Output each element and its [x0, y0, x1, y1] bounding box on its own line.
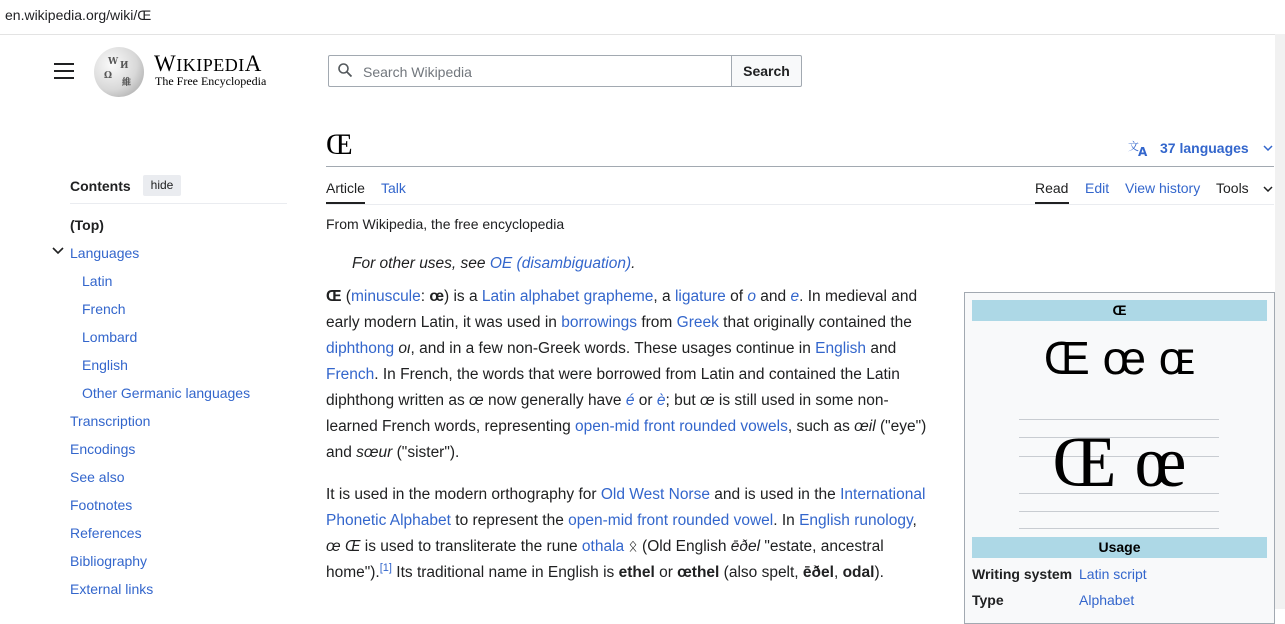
toc-item-bibliography[interactable]: Bibliography	[70, 553, 148, 569]
wikipedia-tagline: The Free Encyclopedia	[155, 74, 267, 88]
infobox-glyphs: Œ œ ɶ	[1043, 332, 1196, 384]
chevron-down-icon[interactable]	[52, 246, 64, 256]
toc-item-english[interactable]: English	[82, 357, 128, 373]
search-icon	[338, 63, 352, 77]
chevron-down-icon[interactable]	[1263, 186, 1273, 192]
toc-item-french[interactable]: French	[82, 301, 126, 317]
tools-menu[interactable]: Tools	[1216, 180, 1249, 196]
tab-read[interactable]: Read	[1035, 180, 1069, 196]
toc-item-transcription[interactable]: Transcription	[70, 413, 151, 429]
toc-hide-button[interactable]: hide	[143, 175, 181, 196]
toc-item-lombard[interactable]: Lombard	[82, 329, 138, 345]
infobox-usage-header: Usage	[972, 537, 1267, 558]
toc-item-encodings[interactable]: Encodings	[70, 441, 136, 457]
toc-item-see-also[interactable]: See also	[70, 469, 125, 485]
tab-edit[interactable]: Edit	[1085, 180, 1110, 196]
article-paragraph-2: It is used in the modern orthography for Old West Norse and is used in the International Phonetic Alphabet to represent the open-mid front rounded vowel. In English runology, œ Œ is used to transliterate the rune othala ᛟ (Old English ēðel "estate, ancestral home").[1] Its traditional name in English is ethel or œthel (also spelt, ēðel, odal).	[326, 486, 926, 581]
toc-item-languages[interactable]: Languages	[70, 245, 140, 261]
infobox-link-alphabet[interactable]: Alphabet	[1079, 592, 1135, 608]
toc-item-references[interactable]: References	[70, 525, 142, 541]
svg-text:A: A	[1138, 145, 1148, 157]
toc-divider	[70, 203, 287, 204]
toc-item-other-germanic[interactable]: Other Germanic languages	[82, 385, 251, 401]
infobox-title: Œ	[972, 300, 1267, 321]
hatnote-link[interactable]: OE (disambiguation)	[489, 255, 632, 272]
search-placeholder: Search Wikipedia	[363, 64, 472, 80]
toc-item-top[interactable]: (Top)	[70, 217, 104, 233]
search-input[interactable]	[328, 55, 732, 87]
page-title: Œ	[326, 128, 353, 161]
scrollbar[interactable]	[1275, 34, 1285, 609]
toc-item-external-links[interactable]: External links	[70, 581, 154, 597]
wikipedia-globe-logo[interactable]: W И Ω 維	[94, 47, 144, 97]
main-menu-icon[interactable]	[54, 63, 74, 79]
tab-view-history[interactable]: View history	[1125, 180, 1201, 196]
toc-item-footnotes[interactable]: Footnotes	[70, 497, 133, 513]
url-text[interactable]: en.wikipedia.org/wiki/Œ	[5, 7, 152, 23]
title-divider	[326, 166, 1274, 167]
toc-title: Contents	[70, 178, 131, 194]
wikipedia-wordmark[interactable]: WIKIPEDIA	[154, 51, 262, 76]
translate-icon	[1128, 139, 1150, 157]
infobox: Œ Œ œ ɶ Œ œ Usage Writing system Latin script Type Alphabet	[964, 292, 1275, 624]
tab-talk[interactable]: Talk	[381, 180, 406, 196]
infobox-serif-glyphs: Œ œ	[1052, 422, 1187, 502]
infobox-link-latin-script[interactable]: Latin script	[1079, 566, 1147, 582]
hatnote: For other uses, see OE (disambiguation).	[352, 255, 636, 272]
svg-text:文: 文	[1128, 140, 1139, 153]
site-subtitle: From Wikipedia, the free encyclopedia	[326, 216, 565, 232]
chevron-down-icon	[1263, 145, 1273, 151]
address-bar[interactable]	[0, 0, 1285, 35]
toc-item-latin[interactable]: Latin	[82, 273, 113, 289]
search-button[interactable]: Search	[731, 55, 802, 87]
language-count: 37 languages	[1160, 140, 1249, 156]
tabs-divider	[326, 204, 1274, 205]
tab-article[interactable]: Article	[326, 180, 365, 196]
article-paragraph-1: Œ (minuscule: œ) is a Latin alphabet grapheme, a ligature of o and e. In medieval and early modern Latin, it was used in borrowings from Greek that originally contained the diphthong οι, and in a few non-Greek words. These usages continue in English and French. In French, the words that were borrowed from Latin and contained the Latin diphthong written as œ now generally have é or è; but œ is still used in some non- learned French words, representing open-mid front rounded vowels, such as œil ("eye") and sœur ("sister").	[326, 288, 927, 461]
